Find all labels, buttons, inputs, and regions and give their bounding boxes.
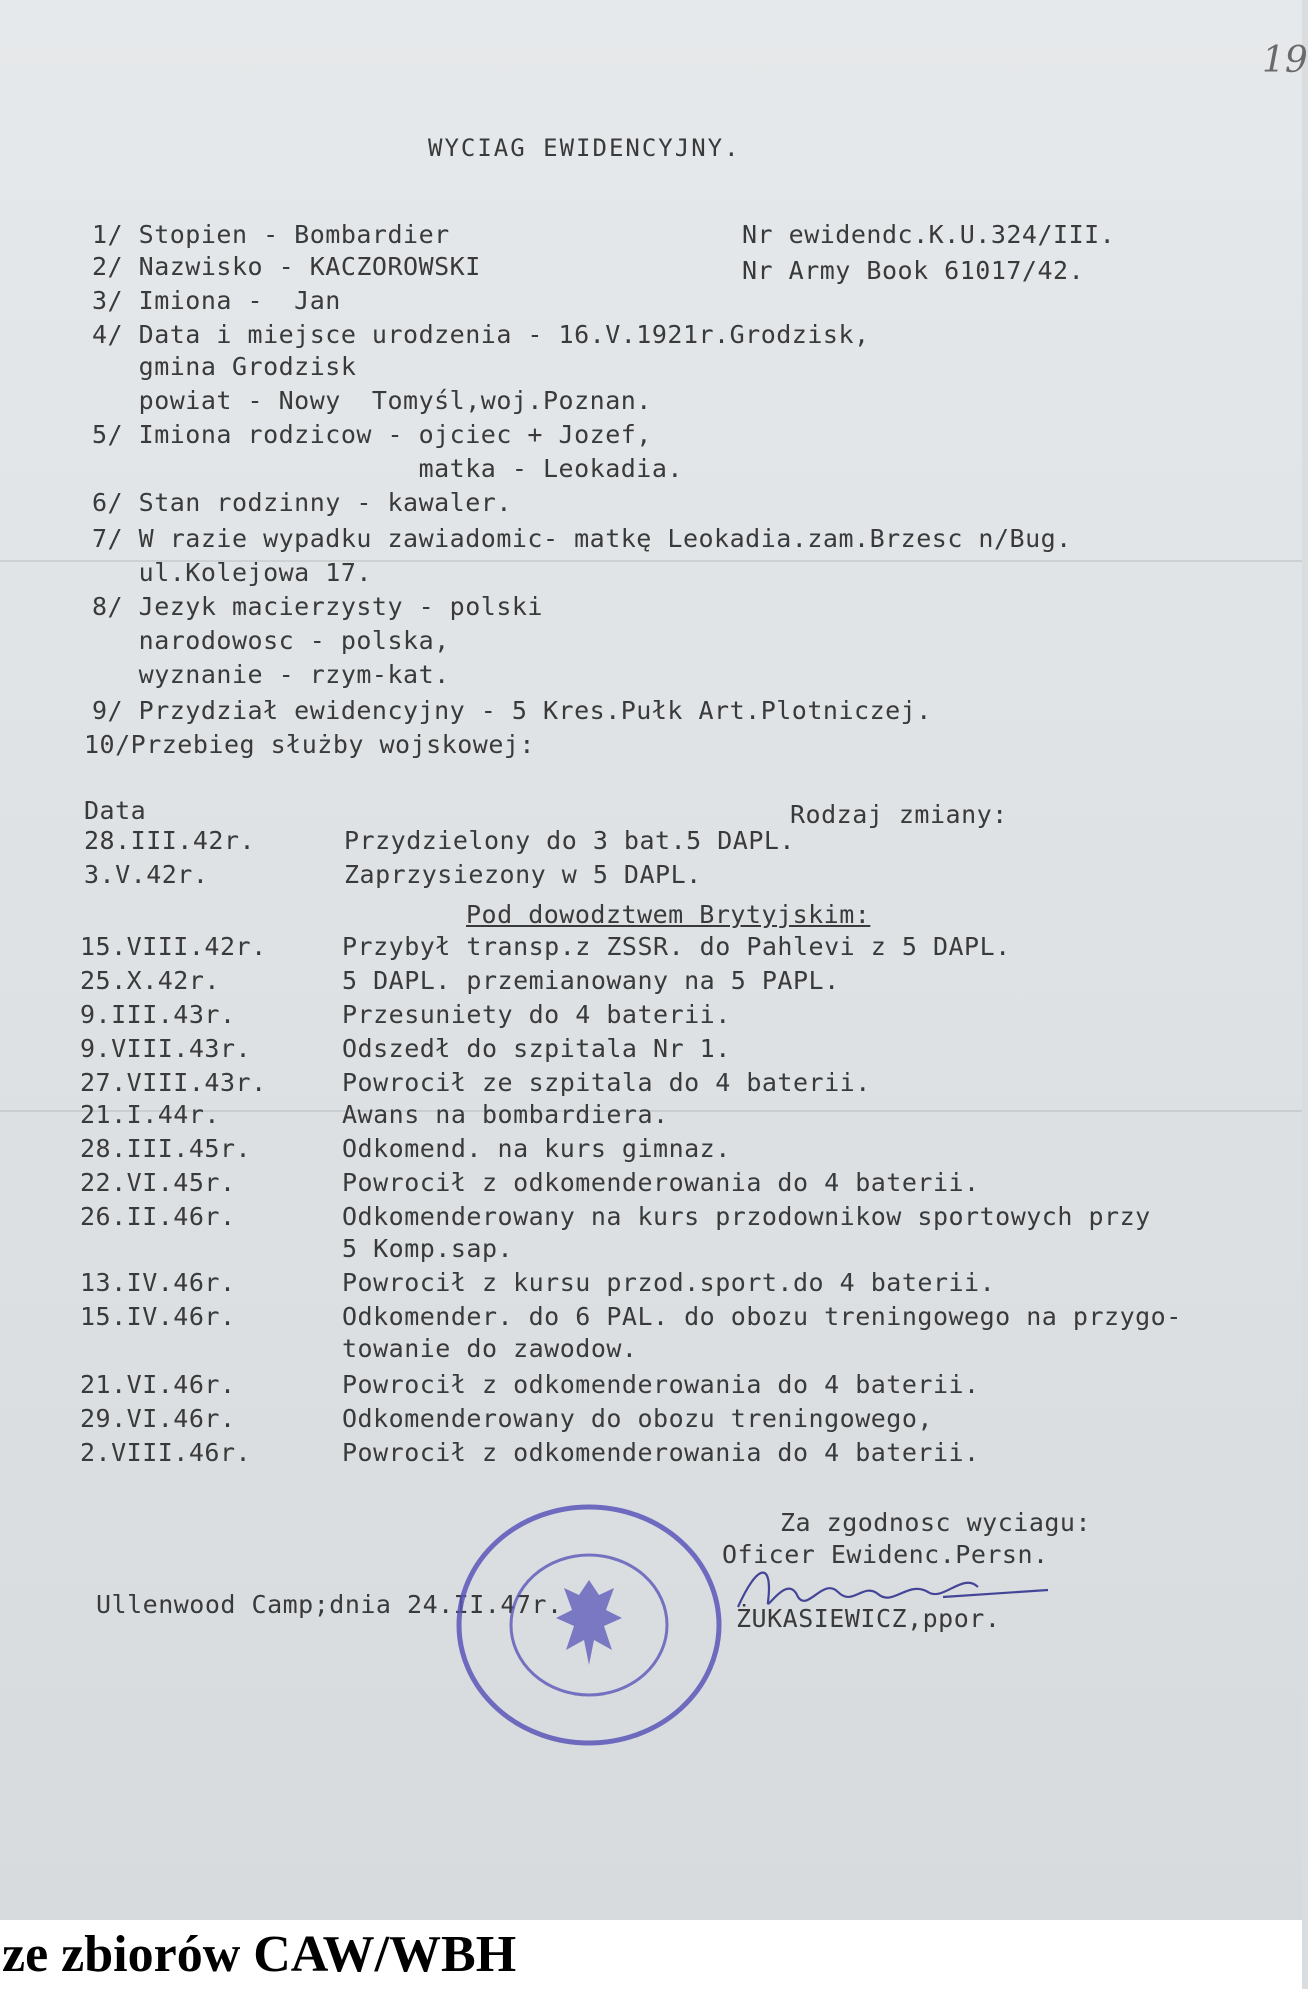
entry-date: 29.VI.46r. [80,1404,236,1433]
entry-change: Odkomend. na kurs gimnaz. [342,1134,731,1163]
entry-change: Odszedł do szpitala Nr 1. [342,1034,731,1063]
field-line: powiat - Nowy Tomyśl,woj.Poznan. [92,386,652,415]
date-column-header: Data [84,796,147,825]
field-line: 5/ Imiona rodzicow - ojciec + Jozef, [92,420,652,449]
field-line: 6/ Stan rodzinny - kawaler. [92,488,512,517]
entry-date: 2.VIII.46r. [80,1438,252,1467]
entry-change: towanie do zawodow. [342,1334,638,1363]
entry-change: 5 DAPL. przemianowany na 5 PAPL. [342,966,840,995]
change-column-header: Rodzaj zmiany: [790,800,1008,829]
entry-date: 13.IV.46r. [80,1268,236,1297]
entry-change: Powrocił z kursu przod.sport.do 4 baterii. [342,1268,996,1297]
entry-date: 21.I.44r. [80,1100,220,1129]
entry-date: 28.III.45r. [80,1134,252,1163]
field-line: matka - Leokadia. [92,454,683,483]
field-line: 8/ Jezyk macierzysty - polski [92,592,543,621]
field-line: 2/ Nazwisko - KACZOROWSKI [92,252,481,281]
entry-date: 21.VI.46r. [80,1370,236,1399]
entry-change: Przybył transp.z ZSSR. do Pahlevi z 5 DAPL. [342,932,1011,961]
field-line: gmina Grodzisk [92,352,357,381]
entry-date: 25.X.42r. [80,966,220,995]
entry-date: 26.II.46r. [80,1202,236,1231]
source-caption: ze zbiorów CAW/WBH [2,1926,517,1983]
certification-line: Za zgodnosc wyciagu: [780,1508,1092,1537]
source-caption-bar [0,1920,1302,1989]
entry-date: 15.IV.46r. [80,1302,236,1331]
army-book-number: Nr Army Book 61017/42. [742,256,1085,285]
entry-date: 9.III.43r. [80,1000,236,1029]
place-date: Ullenwood Camp;dnia 24.II.47r. [96,1590,563,1619]
document-title: WYCIAG EWIDENCYJNY. [428,134,741,162]
field-line: 9/ Przydział ewidencyjny - 5 Kres.Pułk Art.Plotniczej. [92,696,932,725]
entry-change: 5 Komp.sap. [342,1234,514,1263]
officer-title: Oficer Ewidenc.Persn. [722,1540,1049,1569]
field-line: 3/ Imiona - Jan [92,286,341,315]
entry-change: Odkomenderowany do obozu treningowego, [342,1404,933,1433]
field-line: ul.Kolejowa 17. [92,558,372,587]
registry-number: Nr ewidendc.K.U.324/III. [742,220,1116,249]
entry-change: Powrocił z odkomenderowania do 4 baterii. [342,1370,980,1399]
entry-change: Przydzielony do 3 bat.5 DAPL. [344,826,795,855]
entry-date: 28.III.42r. [84,826,256,855]
entry-change: Powrocił z odkomenderowania do 4 baterii. [342,1438,980,1467]
entry-date: 9.VIII.43r. [80,1034,252,1063]
field-line: wyznanie - rzym-kat. [92,660,450,689]
regiment-stamp [454,1500,724,1750]
entry-change: Zaprzysiezony w 5 DAPL. [344,860,702,889]
entry-change: Przesuniety do 4 baterii. [342,1000,731,1029]
handwritten-signature [728,1552,1048,1632]
entry-change: Powrocił z odkomenderowania do 4 baterii. [342,1168,980,1197]
entry-change: Powrocił ze szpitala do 4 baterii. [342,1068,871,1097]
entry-change: Odkomenderowany na kurs przodownikow sportowych przy [342,1202,1151,1231]
field-line: 10/Przebieg służby wojskowej: [84,730,535,759]
entry-date: 27.VIII.43r. [80,1068,267,1097]
section-heading: Pod dowodztwem Brytyjskim: [466,900,871,929]
field-line: 4/ Data i miejsce urodzenia - 16.V.1921r.Grodzisk, [92,320,870,349]
entry-date: 22.VI.45r. [80,1168,236,1197]
entry-change: Awans na bombardiera. [342,1100,669,1129]
officer-name: ŻUKASIEWICZ,ppor. [736,1604,1001,1633]
field-line: 1/ Stopien - Bombardier [92,220,450,249]
page-number: 19 [1262,40,1308,81]
entry-date: 3.V.42r. [84,860,209,889]
field-line: 7/ W razie wypadku zawiadomic- matkę Leokadia.zam.Brzesc n/Bug. [92,524,1072,553]
field-line: narodowosc - polska, [92,626,450,655]
entry-change: Odkomender. do 6 PAL. do obozu treningowego na przygo- [342,1302,1182,1331]
entry-date: 15.VIII.42r. [80,932,267,961]
